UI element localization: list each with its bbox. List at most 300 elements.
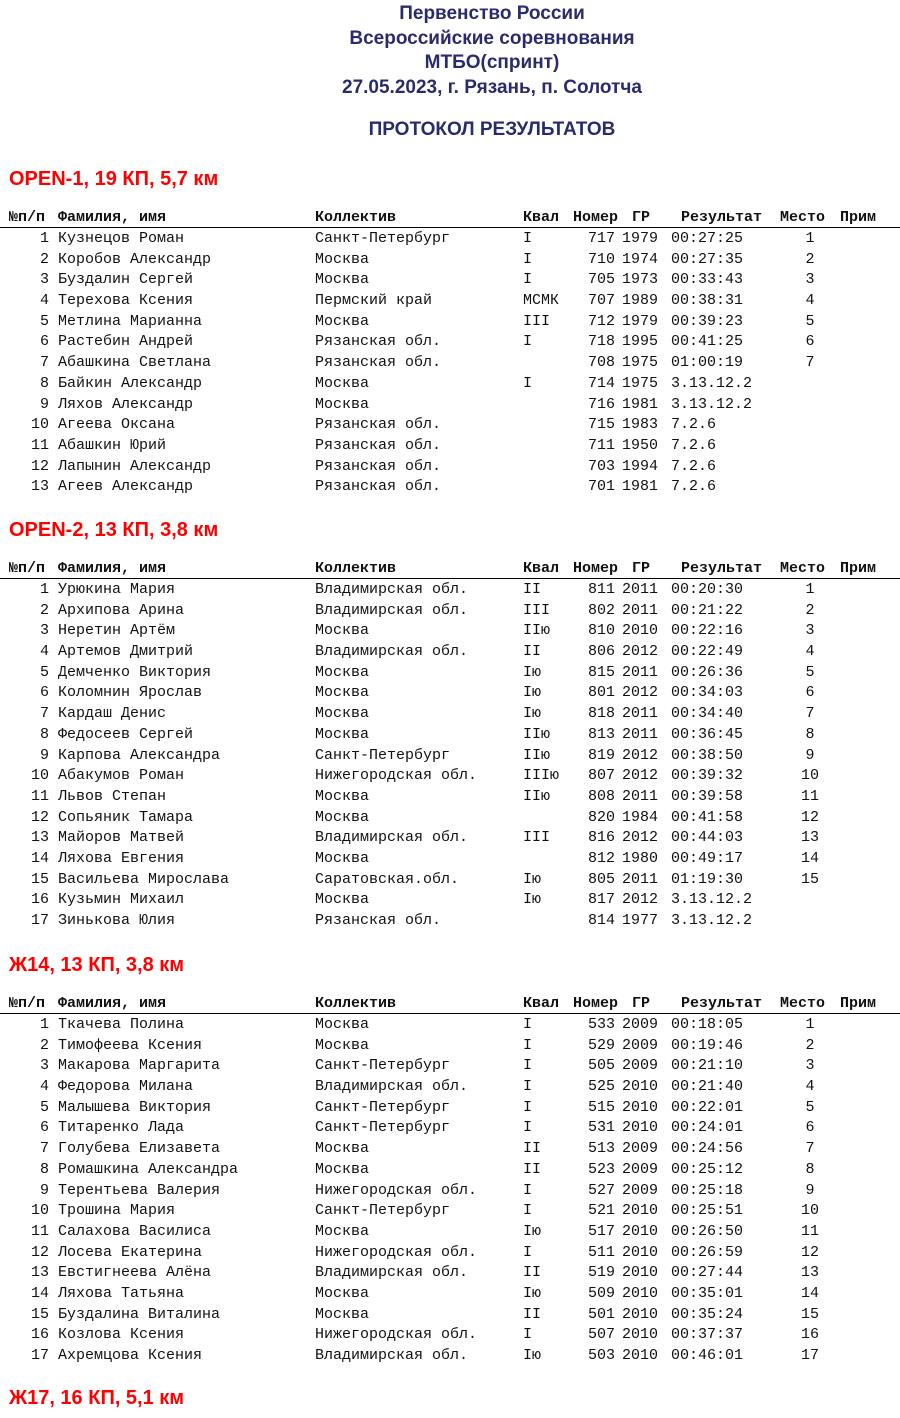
place: 3 xyxy=(805,622,815,640)
birth-year: 2011 xyxy=(622,725,659,743)
birth-year: 2012 xyxy=(622,643,659,661)
result: 00:36:45 xyxy=(671,725,744,743)
table-row xyxy=(0,477,900,498)
result: 00:41:25 xyxy=(671,333,744,351)
row-number: 2 xyxy=(39,250,49,268)
birth-year: 1984 xyxy=(622,808,659,826)
birth-year: 1950 xyxy=(622,436,659,454)
row-number: 17 xyxy=(30,1347,49,1364)
birth-year: 2012 xyxy=(622,829,659,847)
table-row xyxy=(0,1015,900,1036)
birth-year: 2010 xyxy=(622,1119,659,1137)
bib-number: 507 xyxy=(587,1326,615,1344)
birth-year: 2010 xyxy=(622,1326,659,1344)
qualification: I xyxy=(523,1016,533,1033)
table-row xyxy=(0,270,900,291)
qualification: IIю xyxy=(523,787,551,805)
row-number: 8 xyxy=(39,374,49,392)
result: 7.2.6 xyxy=(671,416,717,434)
group-title: Ж14, 13 КП, 3,8 км xyxy=(9,954,185,976)
results-table xyxy=(0,208,900,498)
table-row xyxy=(0,1160,900,1181)
team-name: Москва xyxy=(315,684,370,702)
table-row xyxy=(0,828,900,849)
birth-year: 1975 xyxy=(622,374,659,392)
bib-number: 717 xyxy=(587,230,615,247)
place: 1 xyxy=(805,581,815,598)
birth-year: 2009 xyxy=(622,1016,659,1033)
bib-number: 503 xyxy=(587,1347,615,1364)
athlete-name: Буздалина Виталина xyxy=(58,1305,221,1323)
team-name: Москва xyxy=(315,250,370,268)
result: 00:27:35 xyxy=(671,250,744,268)
row-number: 15 xyxy=(30,870,49,888)
qualification: I xyxy=(523,250,533,268)
birth-year: 2011 xyxy=(622,705,659,723)
result: 00:24:56 xyxy=(671,1140,744,1158)
row-number: 11 xyxy=(30,1222,49,1240)
athlete-name: Васильева Мирослава xyxy=(58,870,230,888)
table-row xyxy=(0,291,900,312)
row-number: 3 xyxy=(39,271,49,289)
qualification: I xyxy=(523,1202,533,1220)
team-name: Москва xyxy=(315,1222,370,1240)
qualification: IIю xyxy=(523,725,551,743)
birth-year: 1989 xyxy=(622,292,659,310)
birth-year: 2010 xyxy=(622,1078,659,1096)
athlete-name: Абашкин Юрий xyxy=(58,436,167,454)
bib-number: 819 xyxy=(587,746,615,764)
team-name: Москва xyxy=(315,312,370,330)
place: 8 xyxy=(805,725,815,743)
bib-number: 817 xyxy=(587,891,615,909)
birth-year: 2010 xyxy=(622,622,659,640)
table-row xyxy=(0,663,900,684)
place: 13 xyxy=(800,1264,819,1282)
row-number: 9 xyxy=(39,746,49,764)
results-table xyxy=(0,994,900,1367)
bib-number: 715 xyxy=(587,416,615,434)
qualification: I xyxy=(523,1326,533,1344)
birth-year: 2012 xyxy=(622,767,659,785)
team-name: Санкт-Петербург xyxy=(315,1119,451,1137)
qualification: IIю xyxy=(523,622,551,640)
qualification: I xyxy=(523,271,533,289)
row-number: 15 xyxy=(30,1305,49,1323)
qualification: МСМК xyxy=(523,292,560,310)
athlete-name: Салахова Василиса xyxy=(58,1222,212,1240)
row-number: 14 xyxy=(30,1284,49,1302)
result: 00:21:40 xyxy=(671,1078,744,1096)
row-number: 1 xyxy=(39,581,49,598)
result: 00:19:46 xyxy=(671,1036,744,1054)
table-row xyxy=(0,911,900,932)
team-name: Рязанская обл. xyxy=(315,436,442,454)
qualification: III xyxy=(523,829,551,847)
team-name: Москва xyxy=(315,808,370,826)
column-header-num: Номер xyxy=(573,209,619,226)
place: 5 xyxy=(805,312,815,330)
athlete-name: Агеев Александр xyxy=(58,478,194,496)
column-header-num: Номер xyxy=(573,995,619,1012)
row-number: 5 xyxy=(39,312,49,330)
qualification: I xyxy=(523,1098,533,1116)
athlete-name: Трошина Мария xyxy=(58,1202,176,1220)
table-row xyxy=(0,1305,900,1326)
result: 00:49:17 xyxy=(671,849,744,867)
athlete-name: Лосева Екатерина xyxy=(58,1243,203,1261)
column-header-n: №п/п xyxy=(9,560,46,577)
qualification: Iю xyxy=(523,1347,542,1364)
birth-year: 1974 xyxy=(622,250,659,268)
qualification: I xyxy=(523,1078,533,1096)
bib-number: 801 xyxy=(587,684,615,702)
result: 00:21:10 xyxy=(671,1057,744,1075)
place: 13 xyxy=(800,829,819,847)
birth-year: 2010 xyxy=(622,1284,659,1302)
result: 00:26:59 xyxy=(671,1243,744,1261)
bib-number: 820 xyxy=(587,808,615,826)
bib-number: 531 xyxy=(587,1119,615,1137)
birth-year: 2011 xyxy=(622,663,659,681)
result: 01:19:30 xyxy=(671,870,744,888)
bib-number: 708 xyxy=(587,354,615,372)
place: 2 xyxy=(805,1036,815,1054)
protocol-title: ПРОТОКОЛ РЕЗУЛЬТАТОВ xyxy=(368,119,616,140)
bib-number: 509 xyxy=(587,1284,615,1302)
team-name: Санкт-Петербург xyxy=(315,230,451,247)
table-header xyxy=(0,208,900,228)
birth-year: 2010 xyxy=(622,1305,659,1323)
birth-year: 2009 xyxy=(622,1057,659,1075)
athlete-name: Малышева Виктория xyxy=(58,1098,212,1116)
result: 7.2.6 xyxy=(671,478,717,496)
team-name: Москва xyxy=(315,1016,370,1033)
column-header-place: Место xyxy=(780,995,826,1012)
birth-year: 1979 xyxy=(622,312,659,330)
result: 00:27:44 xyxy=(671,1264,744,1282)
bib-number: 711 xyxy=(587,436,615,454)
bib-number: 815 xyxy=(587,663,615,681)
bib-number: 501 xyxy=(587,1305,615,1323)
result: 7.2.6 xyxy=(671,436,717,454)
row-number: 10 xyxy=(30,767,49,785)
result: 00:22:49 xyxy=(671,643,744,661)
athlete-name: Абашкина Светлана xyxy=(58,354,212,372)
team-name: Санкт-Петербург xyxy=(315,1057,451,1075)
place: 17 xyxy=(800,1347,819,1364)
athlete-name: Кузьмин Михаил xyxy=(58,891,185,909)
place: 1 xyxy=(805,230,815,247)
column-header-name: Фамилия, имя xyxy=(58,209,167,226)
table-row xyxy=(0,1284,900,1305)
birth-year: 2009 xyxy=(622,1140,659,1158)
table-row xyxy=(0,395,900,416)
team-name: Санкт-Петербург xyxy=(315,746,451,764)
column-header-team: Коллектив xyxy=(315,209,397,226)
place: 12 xyxy=(800,1243,819,1261)
table-row xyxy=(0,250,900,271)
row-number: 12 xyxy=(30,1243,49,1261)
row-number: 14 xyxy=(30,849,49,867)
table-row xyxy=(0,1346,900,1367)
athlete-name: Ахремцова Ксения xyxy=(58,1347,203,1364)
result: 00:35:24 xyxy=(671,1305,744,1323)
team-name: Москва xyxy=(315,1036,370,1054)
place: 14 xyxy=(800,849,819,867)
athlete-name: Демченко Виктория xyxy=(58,663,212,681)
row-number: 8 xyxy=(39,1160,49,1178)
qualification: I xyxy=(523,374,533,392)
table-row xyxy=(0,1098,900,1119)
column-header-team: Коллектив xyxy=(315,560,397,577)
bib-number: 808 xyxy=(587,787,615,805)
table-row xyxy=(0,1036,900,1057)
table-row xyxy=(0,415,900,436)
result: 3.13.12.2 xyxy=(671,912,753,929)
row-number: 6 xyxy=(39,333,49,351)
birth-year: 2010 xyxy=(622,1347,659,1364)
column-header-gr: ГР xyxy=(632,560,651,577)
table-row xyxy=(0,1263,900,1284)
athlete-name: Зинькова Юлия xyxy=(58,912,176,929)
table-row xyxy=(0,1243,900,1264)
place: 6 xyxy=(805,684,815,702)
team-name: Владимирская обл. xyxy=(315,1264,469,1282)
results-table xyxy=(0,559,900,932)
qualification: Iю xyxy=(523,1222,542,1240)
qualification: Iю xyxy=(523,663,542,681)
result: 3.13.12.2 xyxy=(671,374,753,392)
athlete-name: Макарова Маргарита xyxy=(58,1057,221,1075)
team-name: Рязанская обл. xyxy=(315,416,442,434)
athlete-name: Львов Степан xyxy=(58,787,167,805)
place: 5 xyxy=(805,1098,815,1116)
row-number: 13 xyxy=(30,829,49,847)
result: 00:38:50 xyxy=(671,746,744,764)
team-name: Владимирская обл. xyxy=(315,581,469,598)
result: 00:34:03 xyxy=(671,684,744,702)
bib-number: 515 xyxy=(587,1098,615,1116)
column-header-prim: Прим xyxy=(840,995,877,1012)
birth-year: 1994 xyxy=(622,457,659,475)
athlete-name: Байкин Александр xyxy=(58,374,203,392)
qualification: II xyxy=(523,581,542,598)
team-name: Москва xyxy=(315,725,370,743)
row-number: 3 xyxy=(39,1057,49,1075)
bib-number: 523 xyxy=(587,1160,615,1178)
bib-number: 525 xyxy=(587,1078,615,1096)
team-name: Москва xyxy=(315,705,370,723)
table-row xyxy=(0,746,900,767)
team-name: Нижегородская обл. xyxy=(315,1243,478,1261)
team-name: Пермский край xyxy=(315,292,433,310)
team-name: Москва xyxy=(315,1305,370,1323)
bib-number: 716 xyxy=(587,395,615,413)
row-number: 16 xyxy=(30,1326,49,1344)
table-row xyxy=(0,1118,900,1139)
result: 3.13.12.2 xyxy=(671,891,753,909)
team-name: Рязанская обл. xyxy=(315,354,442,372)
team-name: Владимирская обл. xyxy=(315,1347,469,1364)
place: 4 xyxy=(805,1078,815,1096)
bib-number: 805 xyxy=(587,870,615,888)
row-number: 2 xyxy=(39,601,49,619)
birth-year: 1981 xyxy=(622,395,659,413)
row-number: 7 xyxy=(39,1140,49,1158)
bib-number: 714 xyxy=(587,374,615,392)
table-row xyxy=(0,457,900,478)
group-title: Ж17, 16 КП, 5,1 км xyxy=(9,1387,185,1409)
result: 00:39:23 xyxy=(671,312,744,330)
column-header-gr: ГР xyxy=(632,995,651,1012)
athlete-name: Урюкина Мария xyxy=(58,581,176,598)
place: 14 xyxy=(800,1284,819,1302)
group-title: OPEN-1, 19 КП, 5,7 км xyxy=(9,168,219,190)
row-number: 13 xyxy=(30,478,49,496)
place: 10 xyxy=(800,767,819,785)
column-header-prim: Прим xyxy=(840,560,877,577)
team-name: Саратовская.обл. xyxy=(315,870,460,888)
team-name: Нижегородская обл. xyxy=(315,1326,478,1344)
birth-year: 2010 xyxy=(622,1264,659,1282)
place: 11 xyxy=(800,1222,819,1240)
bib-number: 701 xyxy=(587,478,615,496)
table-row xyxy=(0,725,900,746)
team-name: Рязанская обл. xyxy=(315,478,442,496)
athlete-name: Голубева Елизавета xyxy=(58,1140,221,1158)
discipline-title: МТБО(спринт) xyxy=(424,52,560,73)
birth-year: 1973 xyxy=(622,271,659,289)
bib-number: 511 xyxy=(587,1243,615,1261)
athlete-name: Коломнин Ярослав xyxy=(58,684,203,702)
row-number: 9 xyxy=(39,395,49,413)
birth-year: 2010 xyxy=(622,1222,659,1240)
column-header-res: Результат xyxy=(681,995,763,1012)
result: 00:22:01 xyxy=(671,1098,744,1116)
place: 3 xyxy=(805,1057,815,1075)
table-row xyxy=(0,621,900,642)
table-row xyxy=(0,642,900,663)
bib-number: 710 xyxy=(587,250,615,268)
team-name: Владимирская обл. xyxy=(315,1078,469,1096)
table-row xyxy=(0,704,900,725)
bib-number: 806 xyxy=(587,643,615,661)
result: 00:25:12 xyxy=(671,1160,744,1178)
team-name: Владимирская обл. xyxy=(315,643,469,661)
result: 00:27:25 xyxy=(671,230,744,247)
place: 15 xyxy=(800,1305,819,1323)
athlete-name: Лапынин Александр xyxy=(58,457,212,475)
team-name: Москва xyxy=(315,374,370,392)
result: 00:37:37 xyxy=(671,1326,744,1344)
bib-number: 802 xyxy=(587,601,615,619)
athlete-name: Агеева Оксана xyxy=(58,416,176,434)
athlete-name: Архипова Арина xyxy=(58,601,185,619)
place: 1 xyxy=(805,1016,815,1033)
column-header-place: Место xyxy=(780,560,826,577)
team-name: Рязанская обл. xyxy=(315,912,442,929)
column-header-place: Место xyxy=(780,209,826,226)
athlete-name: Ткачева Полина xyxy=(58,1016,185,1033)
result: 00:39:32 xyxy=(671,767,744,785)
row-number: 5 xyxy=(39,663,49,681)
qualification: Iю xyxy=(523,870,542,888)
column-header-gr: ГР xyxy=(632,209,651,226)
bib-number: 533 xyxy=(587,1016,615,1033)
birth-year: 1980 xyxy=(622,849,659,867)
athlete-name: Ромашкина Александра xyxy=(58,1160,239,1178)
table-row xyxy=(0,1201,900,1222)
result: 00:34:40 xyxy=(671,705,744,723)
row-number: 5 xyxy=(39,1098,49,1116)
row-number: 7 xyxy=(39,705,49,723)
result: 00:26:50 xyxy=(671,1222,744,1240)
table-row xyxy=(0,353,900,374)
athlete-name: Карпова Александра xyxy=(58,746,221,764)
result: 00:22:16 xyxy=(671,622,744,640)
column-header-n: №п/п xyxy=(9,209,46,226)
athlete-name: Терехова Ксения xyxy=(58,292,194,310)
qualification: II xyxy=(523,1264,542,1282)
table-row xyxy=(0,436,900,457)
birth-year: 2010 xyxy=(622,1243,659,1261)
birth-year: 1977 xyxy=(622,912,659,929)
bib-number: 818 xyxy=(587,705,615,723)
result: 00:25:18 xyxy=(671,1181,744,1199)
bib-number: 705 xyxy=(587,271,615,289)
qualification: II xyxy=(523,643,542,661)
bib-number: 718 xyxy=(587,333,615,351)
qualification: III xyxy=(523,601,551,619)
place: 15 xyxy=(800,870,819,888)
place: 9 xyxy=(805,746,815,764)
place: 4 xyxy=(805,643,815,661)
qualification: I xyxy=(523,1181,533,1199)
bib-number: 812 xyxy=(587,849,615,867)
birth-year: 1983 xyxy=(622,416,659,434)
athlete-name: Титаренко Лада xyxy=(58,1119,185,1137)
place: 7 xyxy=(805,1140,815,1158)
athlete-name: Тимофеева Ксения xyxy=(58,1036,203,1054)
table-row xyxy=(0,1181,900,1202)
row-number: 1 xyxy=(39,1016,49,1033)
place: 9 xyxy=(805,1181,815,1199)
birth-year: 2012 xyxy=(622,746,659,764)
athlete-name: Сопьяник Тамара xyxy=(58,808,194,826)
qualification: I xyxy=(523,1119,533,1137)
row-number: 3 xyxy=(39,622,49,640)
athlete-name: Терентьева Валерия xyxy=(58,1181,221,1199)
team-name: Москва xyxy=(315,622,370,640)
place: 4 xyxy=(805,292,815,310)
group-title: OPEN-2, 13 КП, 3,8 км xyxy=(9,519,219,541)
row-number: 10 xyxy=(30,1202,49,1220)
place: 5 xyxy=(805,663,815,681)
column-header-name: Фамилия, имя xyxy=(58,995,167,1012)
table-row xyxy=(0,1139,900,1160)
bib-number: 707 xyxy=(587,292,615,310)
birth-year: 2010 xyxy=(622,1098,659,1116)
table-row xyxy=(0,374,900,395)
result: 3.13.12.2 xyxy=(671,395,753,413)
team-name: Москва xyxy=(315,1160,370,1178)
championship-title: Первенство России xyxy=(399,3,585,24)
table-row xyxy=(0,1325,900,1346)
row-number: 4 xyxy=(39,643,49,661)
table-row xyxy=(0,1077,900,1098)
result: 00:38:31 xyxy=(671,292,744,310)
